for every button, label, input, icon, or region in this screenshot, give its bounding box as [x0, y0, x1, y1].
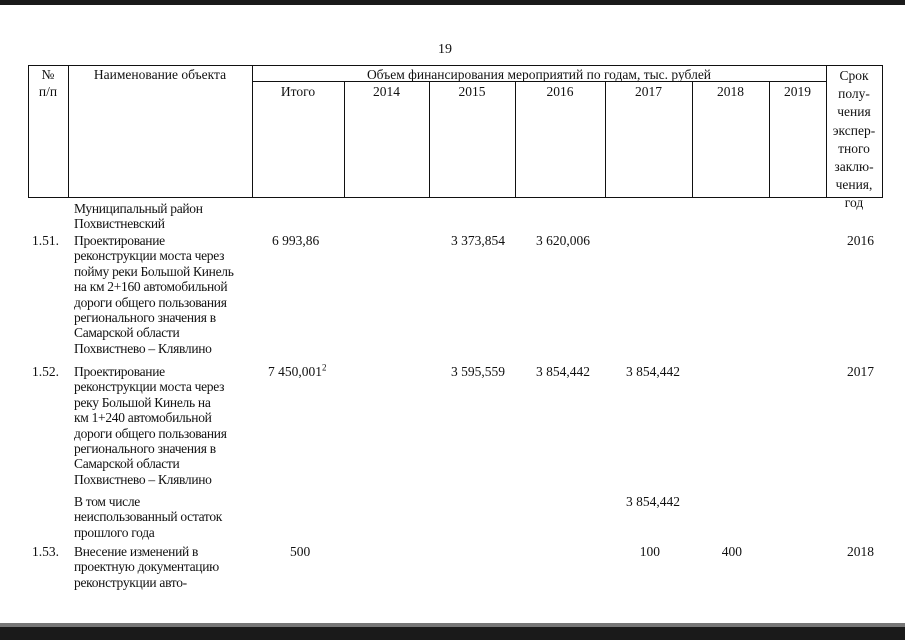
col-financing-group-label: Объем финансирования мероприятий по годам, тыс. рублей — [366, 67, 712, 82]
row-2016: 3 620,006 — [536, 233, 590, 248]
group-heading: Муниципальный район Похвистневский — [74, 201, 203, 232]
row-number: 1.53. — [32, 544, 59, 559]
row-2017: 100 — [639, 544, 660, 559]
row-2016: 3 854,442 — [536, 364, 590, 379]
row-total: 6 993,86 — [272, 233, 320, 248]
col-2016-label: 2016 — [546, 84, 574, 99]
row-deadline: 2017 — [847, 364, 874, 379]
row-description: Внесение изменений в проектную документацию реконструкции авто- — [74, 544, 219, 590]
col-2018-label: 2018 — [717, 84, 744, 99]
col-num-label-2: п/п — [38, 84, 58, 99]
row-2015: 3 373,854 — [451, 233, 505, 248]
col-2015-label: 2015 — [458, 84, 486, 99]
page-number: 19 — [438, 42, 452, 57]
row-2017: 3 854,442 — [626, 364, 680, 379]
row-number: 1.52. — [32, 364, 59, 379]
col-num-label: № — [41, 67, 55, 82]
col-2019-label: 2019 — [784, 84, 811, 99]
col-total-label: Итого — [280, 84, 316, 99]
row-total: 500 — [290, 544, 311, 559]
scan-edge-top — [0, 0, 905, 5]
row-2015: 3 595,559 — [451, 364, 505, 379]
row-2017: 3 854,442 — [626, 494, 680, 509]
col-deadline-label: Срок полу- чения экспер- тного заклю- чения, год — [832, 68, 876, 211]
row-deadline: 2016 — [847, 233, 874, 248]
row-description: Проектирование реконструкции моста через пойму реки Большой Кинель на км 2+160 автомобильной дороги общего пользования регионального значения в Самарской области Похвистнево – Клявлино — [74, 233, 234, 356]
row-2018: 400 — [721, 544, 742, 559]
row-description: В том числе неиспользованный остаток прошлого года — [74, 494, 223, 540]
col-name-label: Наименование объекта — [93, 67, 227, 82]
col-2017-label: 2017 — [635, 84, 662, 99]
row-total: 7 450,001$^2$ — [268, 362, 327, 379]
scan-edge-bottom — [0, 627, 905, 640]
col-2014-label: 2014 — [373, 84, 400, 99]
row-description: Проектирование реконструкции моста через реку Большой Кинель на км 1+240 автомобильной дороги общего пользования регионального значения в Самарской области Похвистнево – Клявлино — [74, 364, 227, 487]
row-deadline: 2018 — [847, 544, 874, 559]
row-number: 1.51. — [32, 233, 59, 248]
